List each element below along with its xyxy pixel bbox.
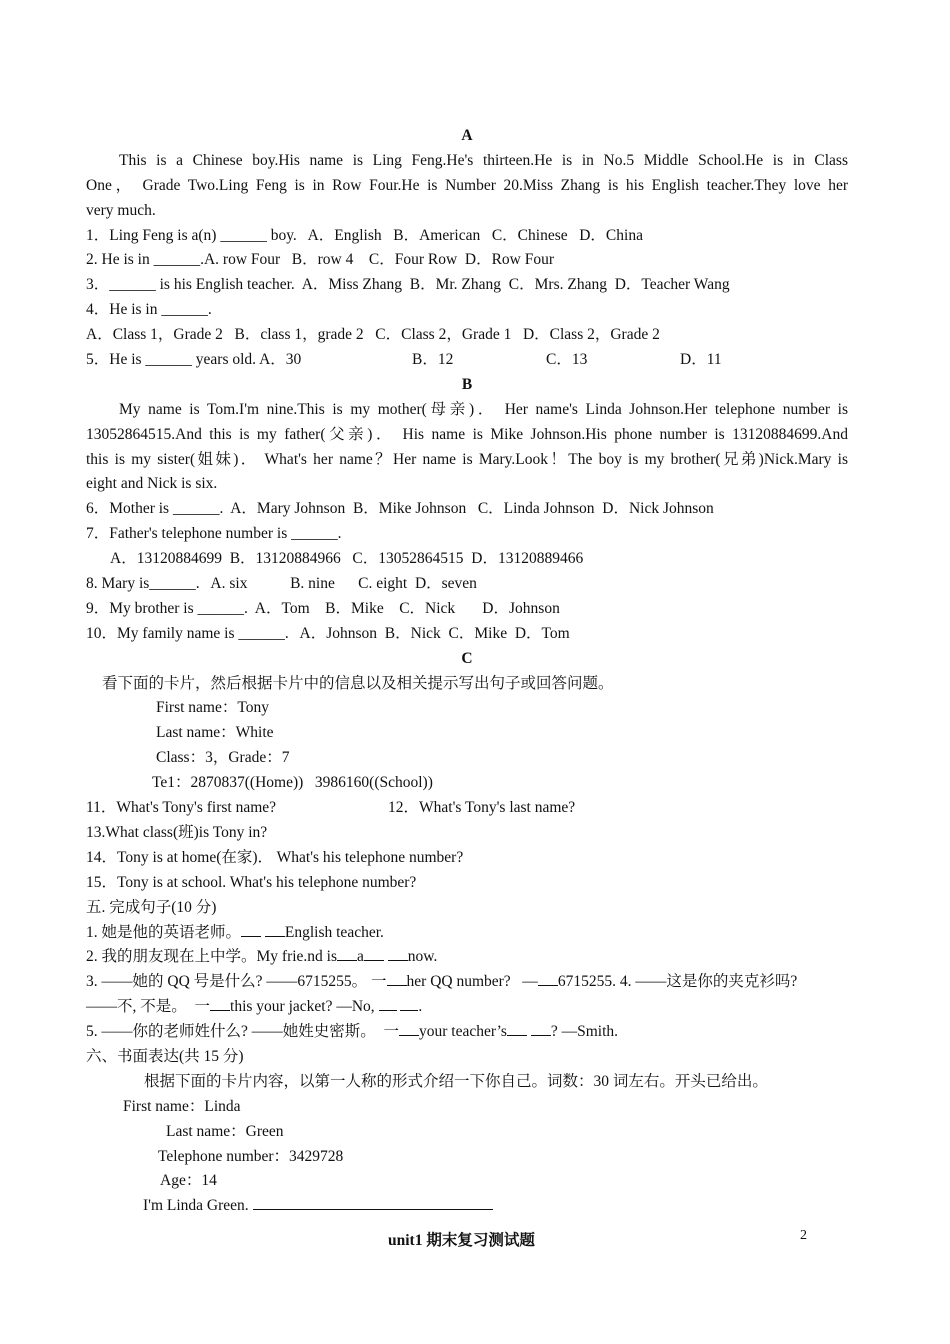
passage-b-line-1: My name is Tom.I'm nine.This is my mother(母亲)． Her name's Linda Johnson.Her telephone number is <box>119 400 848 418</box>
section-6-heading: 六、书面表达(共 15 分) <box>86 1047 244 1065</box>
passage-b-line-2: 13052864515.And this is my father(父亲)． His name is Mike Johnson.His phone number is 13120884699.And <box>86 425 848 443</box>
card-2-telephone: Telephone number：3429728 <box>158 1147 344 1165</box>
question-1: 1．Ling Feng is a(n) ______ boy. A．English B．American C．Chinese D．China <box>86 226 643 244</box>
question-14: 14．Tony is at home(在家)． What's his telephone number? <box>86 848 464 866</box>
answer-blank[interactable] <box>399 1021 419 1036</box>
q5-option-c: C．13 <box>546 351 588 369</box>
writing-answer-line[interactable] <box>253 1195 493 1210</box>
question-12: 12．What's Tony's last name? <box>388 799 576 817</box>
sentence-5: 5. ——你的老师姓什么? ——她姓史密斯。 一 your teacher’s ? —Smith. <box>86 1023 618 1041</box>
question-7: 7．Father's telephone number is ______. <box>86 525 342 543</box>
writing-start: I'm Linda Green. <box>86 1194 848 1219</box>
q5-option-d: D．11 <box>680 351 722 369</box>
sentence-3: 3. ——她的 QQ 号是什么? ——6715255。 一 her QQ number? — 6715255. 4. ——这是你的夹克衫吗? <box>86 973 798 991</box>
sentence-1: 1. 她是他的英语老师。 English teacher. <box>86 923 384 941</box>
section-b-heading: B <box>461 375 473 393</box>
exam-page <box>86 124 848 1219</box>
question-4: 4．He is in ______. <box>86 301 212 319</box>
answer-blank[interactable] <box>241 922 261 937</box>
card-2-first-name: First name：Linda <box>123 1097 241 1115</box>
q5-option-b: B．12 <box>412 351 454 369</box>
sentence-4: ——不, 不是。 一 this your jacket? —No, . <box>86 998 423 1016</box>
card-last-name: Last name：White <box>156 724 274 742</box>
passage-b-line-3: this is my sister(姐妹)． What's her name？Her name is Mary.Look！The boy is my brother(兄弟)Nick.Mary is <box>86 450 848 468</box>
card-class-grade: Class：3，Grade：7 <box>156 749 290 767</box>
sentence-2: 2. 我的朋友现在上中学。My frie.nd is a now. <box>86 948 438 966</box>
answer-blank[interactable] <box>210 996 230 1011</box>
question-6: 6．Mother is ______. A．Mary Johnson B．Mike Johnson C．Linda Johnson D．Nick Johnson <box>86 500 714 518</box>
answer-blank[interactable] <box>337 946 357 961</box>
section-6-instruction: 根据下面的卡片内容，以第一人称的形式介绍一下你自己。词数：30 词左右。开头已给出。 <box>144 1072 768 1090</box>
question-5 <box>86 348 848 373</box>
question-4-options: A．Class 1，Grade 2 B．class 1，grade 2 C．Class 2，Grade 1 D．Class 2，Grade 2 <box>86 326 660 344</box>
question-9: 9．My brother is ______. A．Tom B．Mike C．Nick D．Johnson <box>86 599 560 617</box>
question-10: 10．My family name is ______. A．Johnson B．Nick C．Mike D．Tom <box>86 624 570 642</box>
passage-a-line-1: This is a Chinese boy.His name is Ling Feng.He's thirteen.He is in No.5 Middle School.He is in Class <box>119 151 848 169</box>
question-11-12 <box>86 796 848 821</box>
question-13: 13.What class(班)is Tony in? <box>86 823 268 841</box>
passage-b-line-4: eight and Nick is six. <box>86 475 218 493</box>
answer-blank[interactable] <box>265 922 285 937</box>
answer-blank[interactable] <box>538 971 558 986</box>
answer-blank[interactable] <box>507 1021 527 1036</box>
passage-a-line-3: very much. <box>86 201 156 219</box>
section-c-heading: C <box>461 649 473 667</box>
page-number: 2 <box>800 1228 807 1243</box>
answer-blank[interactable] <box>400 996 418 1011</box>
section-5-heading: 五. 完成句子(10 分) <box>86 898 217 916</box>
footer-title: unit1 期末复习测试题 <box>388 1232 535 1249</box>
answer-blank[interactable] <box>531 1021 551 1036</box>
question-11: 11．What's Tony's first name? <box>86 799 277 817</box>
answer-blank[interactable] <box>388 946 408 961</box>
passage-a-line-2: One， Grade Two.Ling Feng is in Row Four.He is Number 20.Miss Zhang is his English teacher.They love her <box>86 176 848 194</box>
answer-blank[interactable] <box>364 946 384 961</box>
question-3: 3．______ is his English teacher. A．Miss Zhang B．Mr. Zhang C．Mrs. Zhang D．Teacher Wang <box>86 276 730 294</box>
section-a-heading: A <box>461 127 473 144</box>
q5-stem: 5．He is ______ years old. A．30 <box>86 351 302 369</box>
page-footer <box>0 1228 950 1250</box>
answer-blank[interactable] <box>387 971 407 986</box>
card-first-name: First name：Tony <box>156 699 270 717</box>
question-8: 8. Mary is______. A. six B. nine C. eight D．seven <box>86 575 477 593</box>
card-2-last-name: Last name：Green <box>166 1122 284 1140</box>
card-telephone: Te1：2870837((Home)) 3986160((School)) <box>152 774 433 792</box>
answer-blank[interactable] <box>379 996 397 1011</box>
section-c-instruction: 看下面的卡片，然后根据卡片中的信息以及相关提示写出句子或回答问题。 <box>102 674 614 692</box>
card-2-age: Age：14 <box>160 1172 217 1190</box>
question-15: 15．Tony is at school. What's his telephone number? <box>86 873 417 891</box>
question-7-options: A．13120884699 B．13120884966 C．13052864515 D．13120889466 <box>110 550 584 568</box>
question-2: 2. He is in ______.A. row Four B．row 4 C．Four Row D．Row Four <box>86 251 555 269</box>
